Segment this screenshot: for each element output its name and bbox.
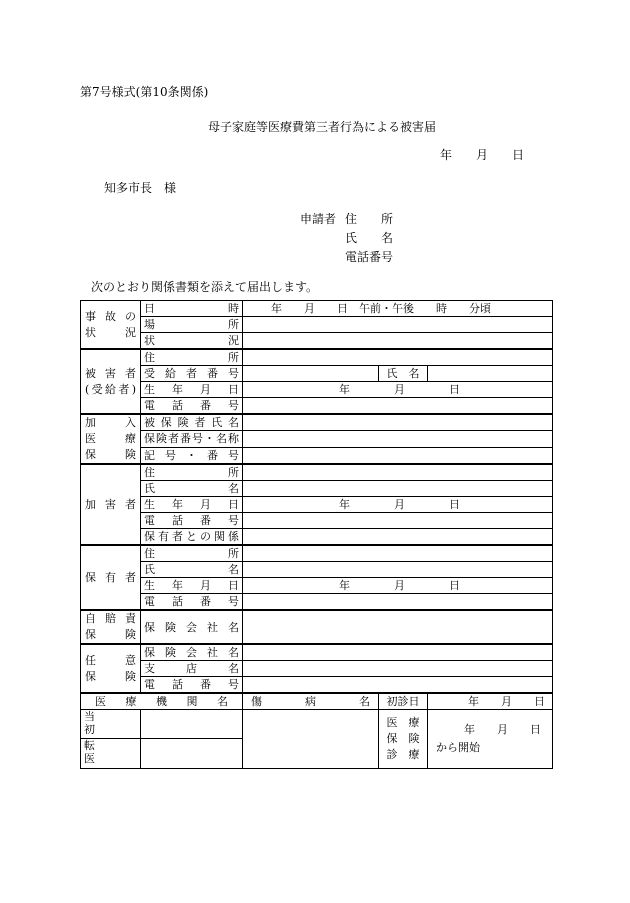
first-visit-field[interactable]: 年 月 日 — [428, 693, 553, 710]
offender-birth-row — [81, 497, 553, 513]
victim-address-field[interactable] — [243, 349, 553, 366]
accident-datetime-field[interactable]: 年 月 日 午前・午後 時 分頃 — [243, 301, 553, 317]
optional-phone-row — [81, 677, 553, 694]
insurance-section-label: 加 入 医 療 保 険 — [81, 414, 141, 464]
optional-branch-label: 支 店 名 — [141, 661, 243, 677]
applicant-address-label: 住 所 — [345, 212, 394, 226]
owner-name-field[interactable] — [243, 562, 553, 578]
medical-care-label: 医 療 保 険 診 療 — [379, 710, 428, 769]
victim-name-label: 氏 名 — [379, 366, 428, 382]
optional-company-row — [81, 644, 553, 661]
medical-initial-row — [81, 710, 553, 739]
initial-label: 当 初 — [81, 710, 141, 739]
addressee: 知多市長 様 — [104, 181, 177, 195]
applicant-phone-label: 電話番号 — [345, 250, 394, 264]
victim-phone-label: 電 話 番 号 — [141, 398, 243, 415]
owner-phone-row — [81, 594, 553, 611]
offender-relation-row — [81, 529, 553, 546]
first-visit-label: 初診日 — [379, 693, 428, 710]
victim-birth-row — [81, 382, 553, 398]
jibaiseki-company-label: 保 険 会 社 名 — [141, 610, 243, 644]
victim-address-label: 住 所 — [141, 349, 243, 366]
jibaiseki-row — [81, 610, 553, 644]
accident-situation-row — [81, 333, 553, 350]
accident-datetime-row — [81, 301, 553, 317]
victim-recipient-no-field[interactable] — [243, 366, 379, 382]
victim-phone-field[interactable] — [243, 398, 553, 415]
insurer-label: 保険者番号・名称 — [141, 431, 243, 447]
offender-birth-field[interactable]: 年 月 日 — [243, 497, 553, 513]
owner-section-label: 保 有 者 — [81, 545, 141, 610]
victim-name-field[interactable] — [428, 366, 553, 382]
offender-name-field[interactable] — [243, 481, 553, 497]
symbol-number-field[interactable] — [243, 447, 553, 464]
form-number: 第7号様式(第10条関係) — [80, 85, 209, 99]
transfer-label: 転 医 — [81, 739, 141, 769]
optional-branch-row — [81, 661, 553, 677]
accident-place-label: 場 所 — [141, 317, 243, 333]
injury-field[interactable] — [243, 710, 379, 769]
applicant-label: 申請者 — [300, 212, 337, 226]
report-form-table — [80, 300, 553, 769]
optional-company-label: 保 険 会 社 名 — [141, 644, 243, 661]
jibaiseki-section-label: 自 賠 責 保 険 — [81, 610, 141, 644]
optional-branch-field[interactable] — [243, 661, 553, 677]
offender-relation-label: 保有者との関係 — [141, 529, 243, 546]
offender-address-field[interactable] — [243, 464, 553, 481]
insured-name-label: 被保険者氏名 — [141, 414, 243, 431]
owner-name-row — [81, 562, 553, 578]
offender-address-label: 住 所 — [141, 464, 243, 481]
insurance-insured-row — [81, 414, 553, 431]
accident-section-label: 事 故 の 状 況 — [81, 301, 141, 350]
insured-name-field[interactable] — [243, 414, 553, 431]
offender-phone-row — [81, 513, 553, 529]
submission-date: 年 月 日 — [440, 148, 525, 162]
care-start-field[interactable]: 年 月 日 から開始 — [428, 710, 553, 769]
insurer-field[interactable] — [243, 431, 553, 447]
owner-name-label: 氏 名 — [141, 562, 243, 578]
optional-section-label: 任 意 保 険 — [81, 644, 141, 693]
offender-section-label: 加 害 者 — [81, 464, 141, 545]
applicant-name-label: 氏 名 — [345, 231, 394, 245]
offender-birth-label: 生 年 月 日 — [141, 497, 243, 513]
offender-relation-field[interactable] — [243, 529, 553, 546]
victim-address-row — [81, 349, 553, 366]
injury-header: 傷 病 名 — [243, 693, 379, 710]
offender-phone-label: 電 話 番 号 — [141, 513, 243, 529]
offender-address-row — [81, 464, 553, 481]
accident-place-field[interactable] — [243, 317, 553, 333]
initial-institution-field[interactable] — [141, 710, 243, 739]
owner-birth-field[interactable]: 年 月 日 — [243, 578, 553, 594]
owner-birth-row — [81, 578, 553, 594]
owner-address-field[interactable] — [243, 545, 553, 562]
victim-recipient-row — [81, 366, 553, 382]
accident-place-row — [81, 317, 553, 333]
medical-institution-header: 医 療 機 関 名 — [81, 693, 243, 710]
optional-phone-field[interactable] — [243, 677, 553, 694]
owner-birth-label: 生 年 月 日 — [141, 578, 243, 594]
insurance-symbol-row — [81, 447, 553, 464]
accident-situation-field[interactable] — [243, 333, 553, 350]
victim-recipient-no-label: 受 給 者 番 号 — [141, 366, 243, 382]
victim-birth-field[interactable]: 年 月 日 — [243, 382, 553, 398]
symbol-number-label: 記 号 ・ 番 号 — [141, 447, 243, 464]
owner-phone-field[interactable] — [243, 594, 553, 611]
offender-phone-field[interactable] — [243, 513, 553, 529]
intro-text: 次のとおり関係書類を添えて届出します。 — [91, 280, 319, 294]
victim-section-label: 被 害 者 (受給者) — [81, 349, 141, 414]
accident-situation-label: 状 況 — [141, 333, 243, 350]
insurance-insurer-row — [81, 431, 553, 447]
accident-datetime-label: 日 時 — [141, 301, 243, 317]
jibaiseki-company-field[interactable] — [243, 610, 553, 644]
owner-address-label: 住 所 — [141, 545, 243, 562]
optional-phone-label: 電 話 番 号 — [141, 677, 243, 694]
victim-phone-row — [81, 398, 553, 415]
victim-birth-label: 生 年 月 日 — [141, 382, 243, 398]
transfer-institution-field[interactable] — [141, 739, 243, 769]
owner-address-row — [81, 545, 553, 562]
owner-phone-label: 電 話 番 号 — [141, 594, 243, 611]
offender-name-label: 氏 名 — [141, 481, 243, 497]
document-title: 母子家庭等医療費第三者行為による被害届 — [208, 120, 437, 134]
medical-header-row — [81, 693, 553, 710]
optional-company-field[interactable] — [243, 644, 553, 661]
offender-name-row — [81, 481, 553, 497]
